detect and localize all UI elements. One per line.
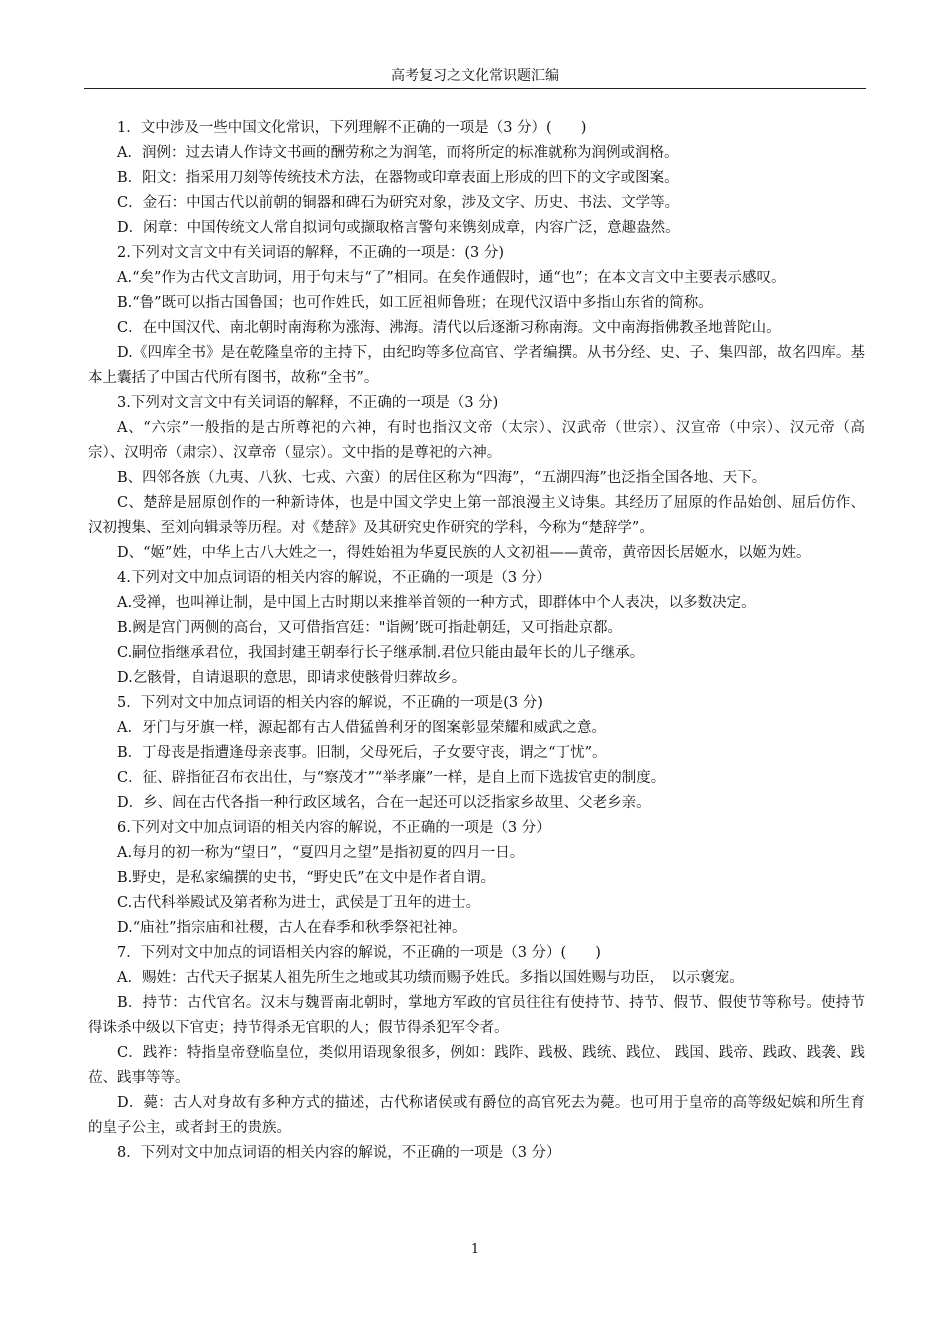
paragraph: C．金石：中国古代以前朝的铜器和碑石为研究对象，涉及文字、历史、书法、文学等。: [117, 195, 680, 211]
paragraph: D.乞骸骨，自请退职的意思，即请求使骸骨归葬故乡。: [117, 670, 467, 686]
document-body: [88, 116, 865, 1166]
paragraph: D．闲章：中国传统文人常自拟词句或撷取格言警句来镌刻成章，内容广泛，意趣盎然。: [117, 220, 680, 236]
paragraph: B．阳文：指采用刀刻等传统技术方法，在器物或印章表面上形成的凹下的文字或图案。: [117, 170, 679, 186]
paragraph: A．牙门与牙旗一样，源起都有古人借猛兽利牙的图案彰显荣耀和威武之意。: [117, 720, 606, 736]
page-number: 1: [470, 1242, 480, 1257]
paragraph: C．征、辟指征召布衣出仕，与“察茂才”“举孝廉”一样，是自上而下选拔官吏的制度。: [117, 770, 666, 786]
paragraph: B.“鲁”既可以指古国鲁国；也可作姓氏，如工匠祖师鲁班；在现代汉语中多指山东省的简称。: [117, 295, 713, 311]
paragraph: B、四邻各族（九夷、八狄、七戎、六蛮）的居住区称为“四海”，“五湖四海”也泛指全国各地、天下。: [117, 470, 767, 486]
paragraph: B．持节：古代官名。汉末与魏晋南北朝时，掌地方军政的官员往往有使持节、持节、假节、假使节等称号。使持节得诛杀中级以下官吏；持节得杀无官职的人；假节得杀犯军令者。: [88, 995, 865, 1036]
paragraph: C、楚辞是屈原创作的一种新诗体，也是中国文学史上第一部浪漫主义诗集。其经历了屈原的作品始创、屈后仿作、汉初搜集、至刘向辑录等历程。对《楚辞》及其研究史作研究的学科，今称为“楚辞学”。: [88, 495, 865, 536]
paragraph: C．践祚：特指皇帝登临皇位，类似用语现象很多，例如：践阼、践极、践统、践位、 践国、践帝、践政、践袭、践莅、践事等等。: [88, 1045, 865, 1086]
paragraph: D．乡、闾在古代各指一种行政区域名，合在一起还可以泛指家乡故里、父老乡亲。: [117, 795, 651, 811]
paragraph: A.“矣”作为古代文言助词，用于句末与“了”相同。在矣作通假时，通“也”；在本文言文中主要表示感叹。: [117, 270, 786, 286]
paragraph: D、“姬”姓，中华上古八大姓之一，得姓始祖为华夏民族的人文初祖——黄帝，黄帝因长居姬水，以姬为姓。: [117, 545, 811, 561]
paragraph: 3.下列对文言文中有关词语的解释，不正确的一项是（3 分): [117, 395, 499, 411]
paragraph: 5．下列对文中加点词语的相关内容的解说，不正确的一项是(3 分): [117, 695, 543, 711]
paragraph: A．润例：过去请人作诗文书画的酬劳称之为润笔，而将所定的标准就称为润例或润格。: [117, 145, 679, 161]
paragraph: A.每月的初一称为“望日”，“夏四月之望”是指初夏的四月一日。: [117, 845, 525, 861]
paragraph: D.《四库全书》是在乾隆皇帝的主持下，由纪昀等多位高官、学者编撰。从书分经、史、子、集四部，故名四库。基本上囊括了中国古代所有图书，故称“全书”。: [88, 345, 865, 386]
header-divider: [84, 88, 866, 89]
paragraph: 2.下列对文言文中有关词语的解释，不正确的一项是：(3 分): [117, 245, 504, 261]
paragraph: 6.下列对文中加点词语的相关内容的解说，不正确的一项是（3 分）: [117, 820, 551, 836]
paragraph: 8．下列对文中加点词语的相关内容的解说，不正确的一项是（3 分）: [117, 1145, 561, 1161]
paragraph: A.受禅，也叫禅让制，是中国上古时期以来推举首领的一种方式，即群体中个人表决，以多数决定。: [117, 595, 756, 611]
paragraph: A．赐姓：古代天子据某人祖先所生之地或其功绩而赐予姓氏。多指以国姓赐与功臣， 以示褒宠。: [117, 970, 744, 986]
paragraph: B.野史，是私家编撰的史书，“野史氏”在文中是作者自谓。: [117, 870, 496, 886]
paragraph: 1．文中涉及一些中国文化常识，下列理解不正确的一项是（3 分）( ): [117, 120, 587, 136]
paragraph: C.嗣位指继承君位，我国封建王朝奉行长子继承制.君位只能由最年长的儿子继承。: [117, 645, 645, 661]
paragraph: A、“六宗”一般指的是古所尊祀的六神，有时也指汉文帝（太宗）、汉武帝（世宗）、汉宣帝（中宗）、汉元帝（高宗）、汉明帝（肃宗）、汉章帝（显宗）。文中指的是尊祀的六神。: [88, 420, 865, 461]
paragraph: C．在中国汉代、南北朝时南海称为涨海、沸海。清代以后逐渐习称南海。文中南海指佛教圣地普陀山。: [117, 320, 781, 336]
page-header-title: 高考复习之文化常识题汇编: [391, 68, 559, 84]
paragraph: D.“庙社”指宗庙和社稷，古人在春季和秋季祭祀社神。: [117, 920, 467, 936]
paragraph: D．薨：古人对身故有多种方式的描述，古代称诸侯或有爵位的高官死去为薨。也可用于皇帝的高等级妃嫔和所生育的皇子公主，或者封王的贵族。: [88, 1095, 865, 1136]
paragraph: C.古代科举殿试及第者称为进士，武侯是丁丑年的进士。: [117, 895, 481, 911]
paragraph: B.阙是宫门两侧的高台，又可借指宫廷："诣阙’既可指赴朝廷，又可指赴京都。: [117, 620, 623, 636]
paragraph: 7．下列对文中加点的词语相关内容的解说，不正确的一项是（3 分）( ): [117, 945, 601, 961]
paragraph: B．丁母丧是指遭逢母亲丧事。旧制，父母死后，子女要守丧，谓之“丁忧”。: [117, 745, 607, 761]
paragraph: 4.下列对文中加点词语的相关内容的解说，不正确的一项是（3 分）: [117, 570, 551, 586]
